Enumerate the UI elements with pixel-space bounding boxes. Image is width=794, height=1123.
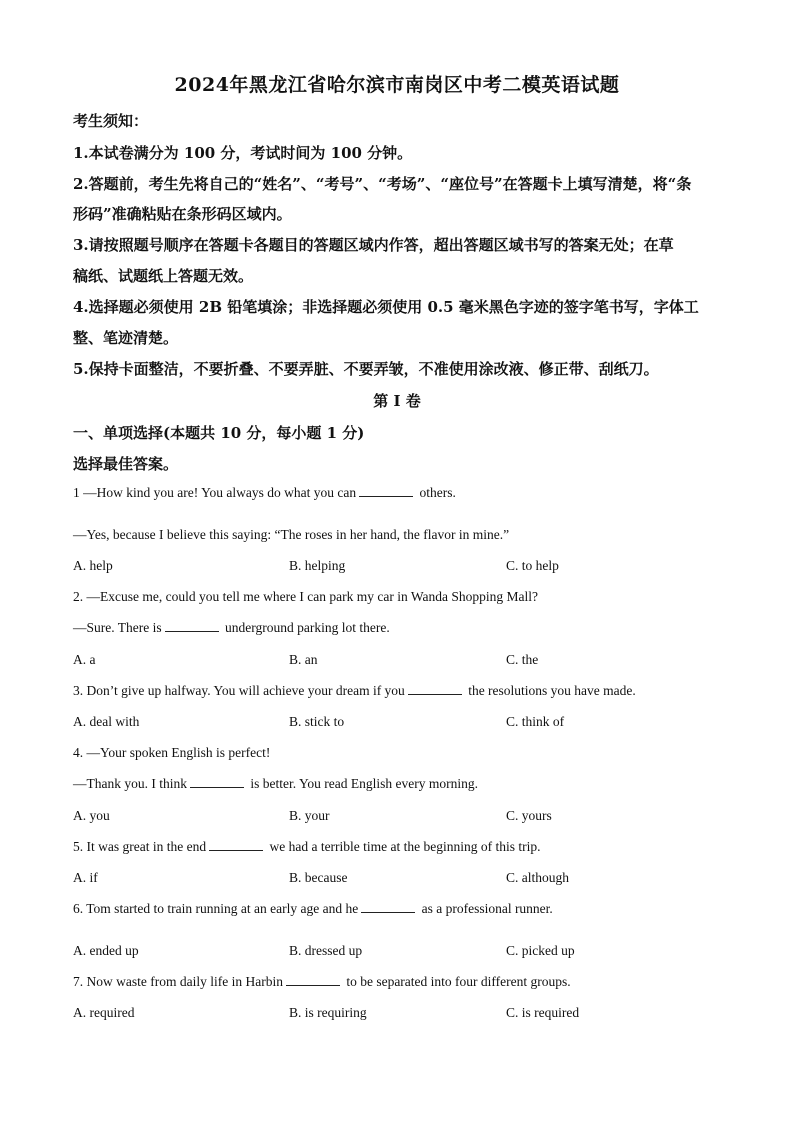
question-4-option-a: A. you (73, 808, 110, 823)
stem-text: underground parking lot there. (221, 620, 390, 635)
answer-blank (190, 776, 244, 788)
stem-text: the resolutions you have made. (464, 683, 636, 698)
stem-text: others. (416, 485, 456, 500)
question-1-option-a: A. help (73, 558, 113, 573)
stem-text: 1 —How kind you are! You always do what you can (73, 485, 357, 500)
question-2-response (73, 620, 390, 636)
question-5-option-b: B. because (289, 870, 348, 885)
answer-blank (209, 839, 263, 851)
stem-text: 6. Tom started to train running at an early age and he (73, 901, 359, 916)
question-3-stem (73, 683, 636, 699)
question-3-option-a: A. deal with (73, 714, 140, 729)
question-1-response: —Yes, because I believe this saying: “The roses in her hand, the flavor in mine.” (73, 527, 510, 542)
stem-text: —Sure. There is (73, 620, 162, 635)
volume-label: 第 I 卷 (373, 392, 421, 410)
stem-text: —Thank you. I think (73, 776, 187, 791)
question-2-stem: 2. —Excuse me, could you tell me where I can park my car in Wanda Shopping Mall? (73, 589, 539, 604)
question-7-option-a: A. required (73, 1005, 135, 1020)
question-5-option-c: C. although (506, 870, 569, 885)
question-6-option-b: B. dressed up (289, 943, 363, 958)
question-4-option-b: B. your (289, 808, 330, 823)
stem-text: to be separated into four different groups. (342, 974, 571, 989)
notice-line: 形码”准确粘贴在条形码区域内。 (73, 205, 292, 223)
question-1-stem (73, 485, 456, 501)
question-5-stem (73, 839, 541, 855)
section-heading: 一、单项选择(本题共 10 分，每小题 1 分) (73, 424, 365, 442)
question-1-option-b: B. helping (289, 558, 346, 573)
answer-blank (408, 683, 462, 695)
question-4-response (73, 776, 478, 792)
stem-text: as a professional runner. (418, 901, 553, 916)
answer-blank (361, 901, 415, 913)
question-3-option-b: B. stick to (289, 714, 345, 729)
notice-line: 整、笔迹清楚。 (73, 329, 179, 347)
notice-line: 2.答题前，考生先将自己的“姓名”、“考号”、“考场”、“座位号”在答题卡上填写清楚，将“条 (73, 175, 692, 193)
question-5-option-a: A. if (73, 870, 98, 885)
stem-text: 3. Don’t give up halfway. You will achieve your dream if you (73, 683, 405, 698)
question-2-option-b: B. an (289, 652, 318, 667)
notice-line: 5.保持卡面整洁，不要折叠、不要弄脏、不要弄皱，不准使用涂改液、修正带、刮纸刀。 (73, 360, 659, 378)
stem-text: 7. Now waste from daily life in Harbin (73, 974, 283, 989)
question-3-option-c: C. think of (506, 714, 565, 729)
question-7-option-c: C. is required (506, 1005, 580, 1020)
question-2-option-c: C. the (506, 652, 539, 667)
question-4-option-c: C. yours (506, 808, 552, 823)
notice-line: 3.请按照题号顺序在答题卡各题目的答题区域内作答，超出答题区域书写的答案无处；在草 (73, 236, 674, 254)
question-2-option-a: A. a (73, 652, 96, 667)
page-title: 2024年黑龙江省哈尔滨市南岗区中考二模英语试题 (174, 74, 620, 96)
question-6-option-a: A. ended up (73, 943, 139, 958)
notice-heading: 考生须知： (73, 112, 149, 130)
question-6-option-c: C. picked up (506, 943, 575, 958)
question-7-option-b: B. is requiring (289, 1005, 367, 1020)
stem-text: 5. It was great in the end (73, 839, 207, 854)
section-instruction: 选择最佳答案。 (73, 455, 179, 473)
notice-line: 1.本试卷满分为 100 分，考试时间为 100 分钟。 (73, 144, 413, 162)
question-6-stem (73, 901, 553, 917)
stem-text: is better. You read English every morning. (247, 776, 478, 791)
notice-line: 稿纸、试题纸上答题无效。 (73, 267, 254, 285)
notice-line: 4.选择题必须使用 2B 铅笔填涂；非选择题必须使用 0.5 毫米黑色字迹的签字笔书写，字体工 (73, 298, 699, 316)
answer-blank (359, 485, 413, 497)
answer-blank (165, 620, 219, 632)
question-7-stem (73, 974, 571, 990)
question-1-option-c: C. to help (506, 558, 559, 573)
answer-blank (286, 974, 340, 986)
question-4-stem: 4. —Your spoken English is perfect! (73, 745, 271, 760)
stem-text: we had a terrible time at the beginning of this trip. (266, 839, 541, 854)
